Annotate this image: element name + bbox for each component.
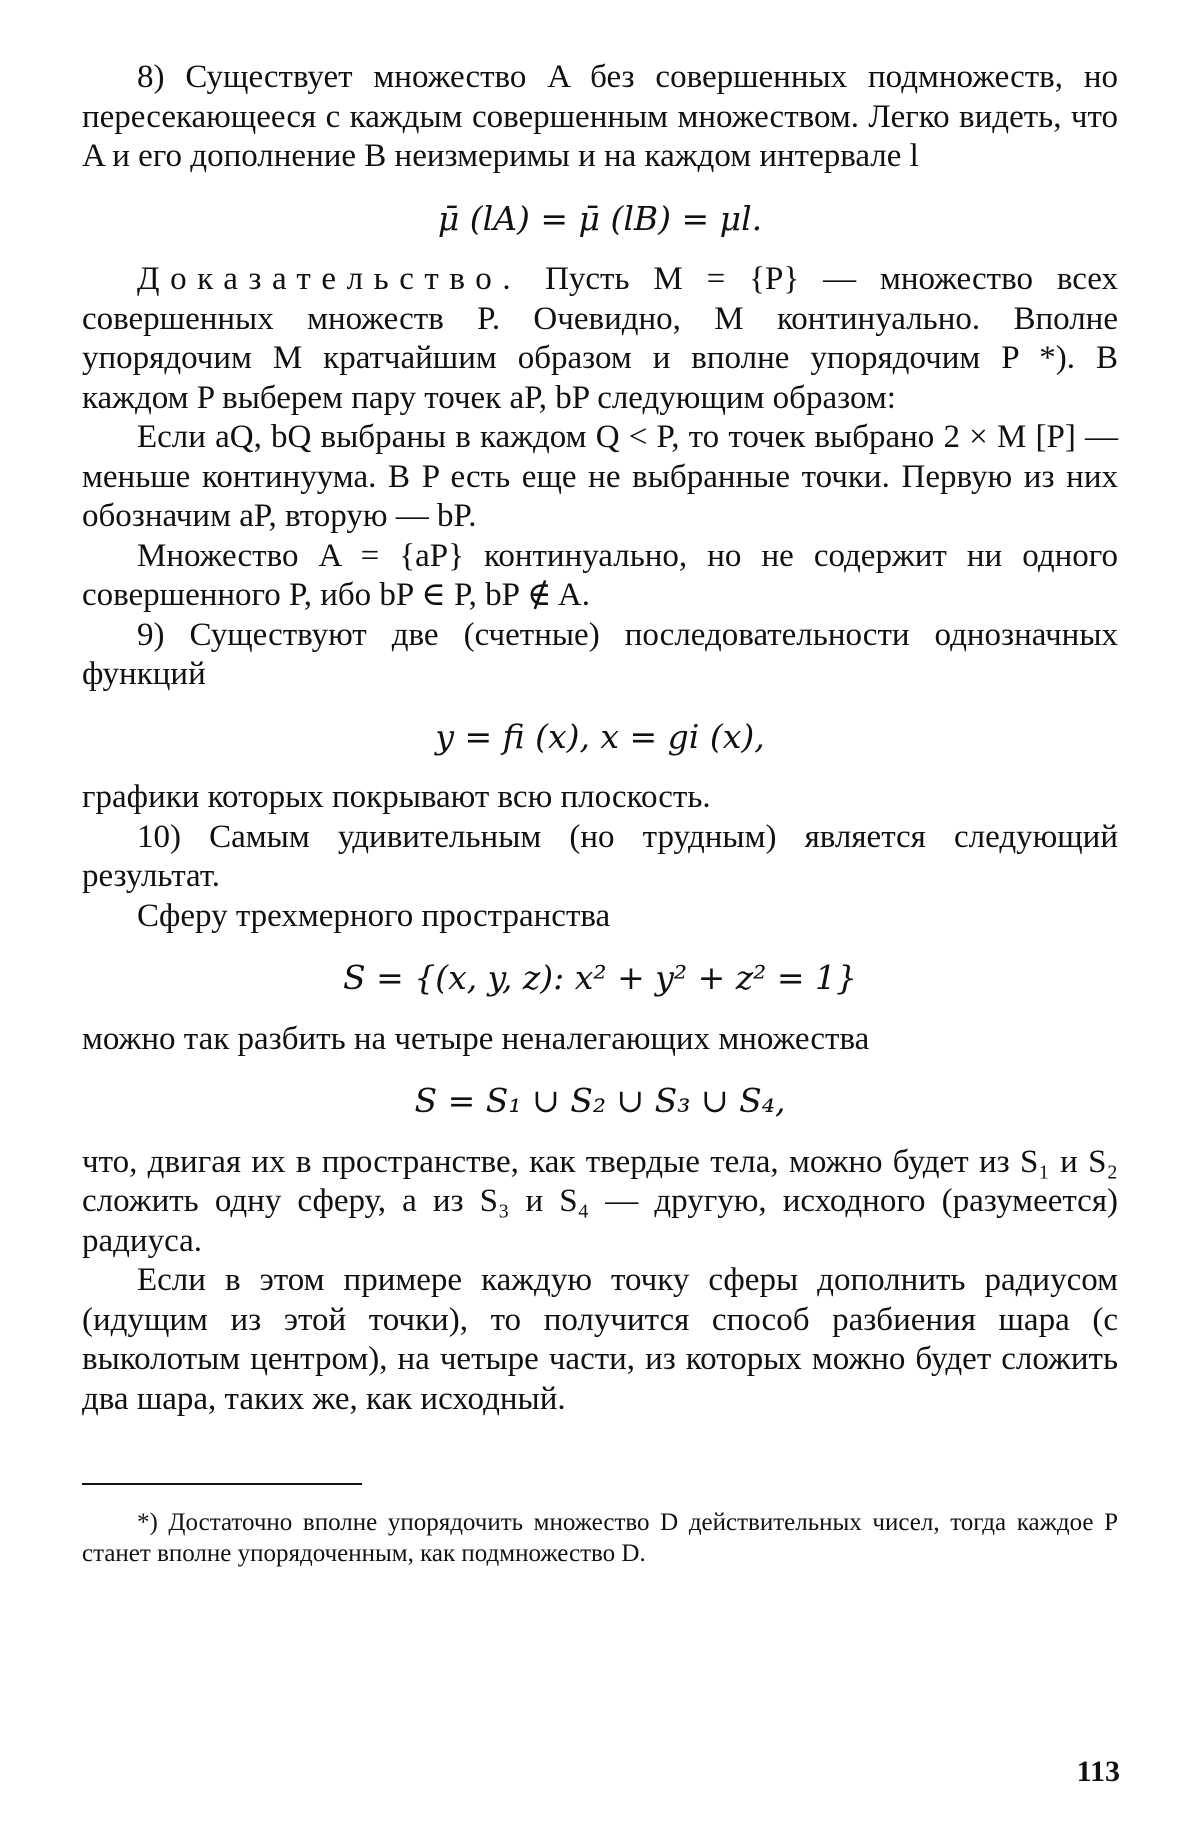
paragraph-proof bbox=[82, 260, 1118, 418]
paragraph-proof-step: Если aQ, bQ выбраны в каждом Q < P, то точек выбрано 2 × M [P] — меньше континуума. В P есть еще не выбранные точки. Первую из них обозначим aP, вторую — bP. bbox=[82, 419, 1118, 534]
paragraph-example-10: 10) Самым удивительным (но трудным) является следующий результат. bbox=[82, 818, 1118, 894]
formula-sphere: S = {(x, y, z): x² + y² + z² = 1} bbox=[342, 958, 857, 997]
footnote: *) Достаточно вполне упорядочить множество D действительных чисел, тогда каждое P станет вполне упорядоченным, как подмножество D. bbox=[82, 1509, 1118, 1567]
paragraph-example-8: 8) Существует множество A без совершенных подмножеств, но пересекающееся с каждым совершенным множеством. Легко видеть, что A и его дополнение B неизмеримы и на каждом интервале l bbox=[82, 59, 1118, 174]
page-number: 113 bbox=[1076, 1755, 1120, 1788]
paragraph-sphere: Сферу трехмерного пространства bbox=[137, 897, 611, 934]
footnote-divider bbox=[82, 1483, 362, 1485]
formula-partition: S = S₁ ∪ S₂ ∪ S₃ ∪ S₄, bbox=[414, 1081, 786, 1120]
paragraph-rigid-motion: что, двигая их в пространстве, как твердые тела, можно будет из S₁ и S₂ сложить одну сферу, а из S₃ и S₄ — другую, исходного (разумеется) радиуса. bbox=[82, 1143, 1118, 1259]
paragraph-ball: Если в этом примере каждую точку сферы дополнить радиусом (идущим из этой точки), то получится способ разбиения шара (с выколотым центром), на четыре части, из которых можно будет сложить два шара, таких же, как исходный. bbox=[82, 1262, 1118, 1417]
proof-text: Пусть M = {P} — множество всех совершенных множеств P. Очевидно, M континуально. Вполне упорядочим M кратчайшим образом и вполне упорядочим P *). В каждом P выберем пару точек aP, bP следующим образом: bbox=[82, 261, 1118, 416]
paragraph-proof-conclusion: Множество A = {aP} континуально, но не содержит ни одного совершенного P, ибо bP ∈ P, bP ∉ A. bbox=[82, 537, 1118, 613]
proof-label: Доказательство. bbox=[137, 261, 522, 297]
paragraph-graphs: графики которых покрывают всю плоскость. bbox=[82, 779, 711, 815]
formula-outer-measure: μ̄ (lA) = μ̄ (lB) = μl. bbox=[437, 198, 763, 238]
formula-functions: y = fi (x), x = gi (x), bbox=[435, 716, 765, 756]
paragraph-example-9: 9) Существуют две (счетные) последовательности однозначных функций bbox=[82, 616, 1118, 692]
paragraph-partition: можно так разбить на четыре неналегающих множества bbox=[82, 1020, 870, 1057]
